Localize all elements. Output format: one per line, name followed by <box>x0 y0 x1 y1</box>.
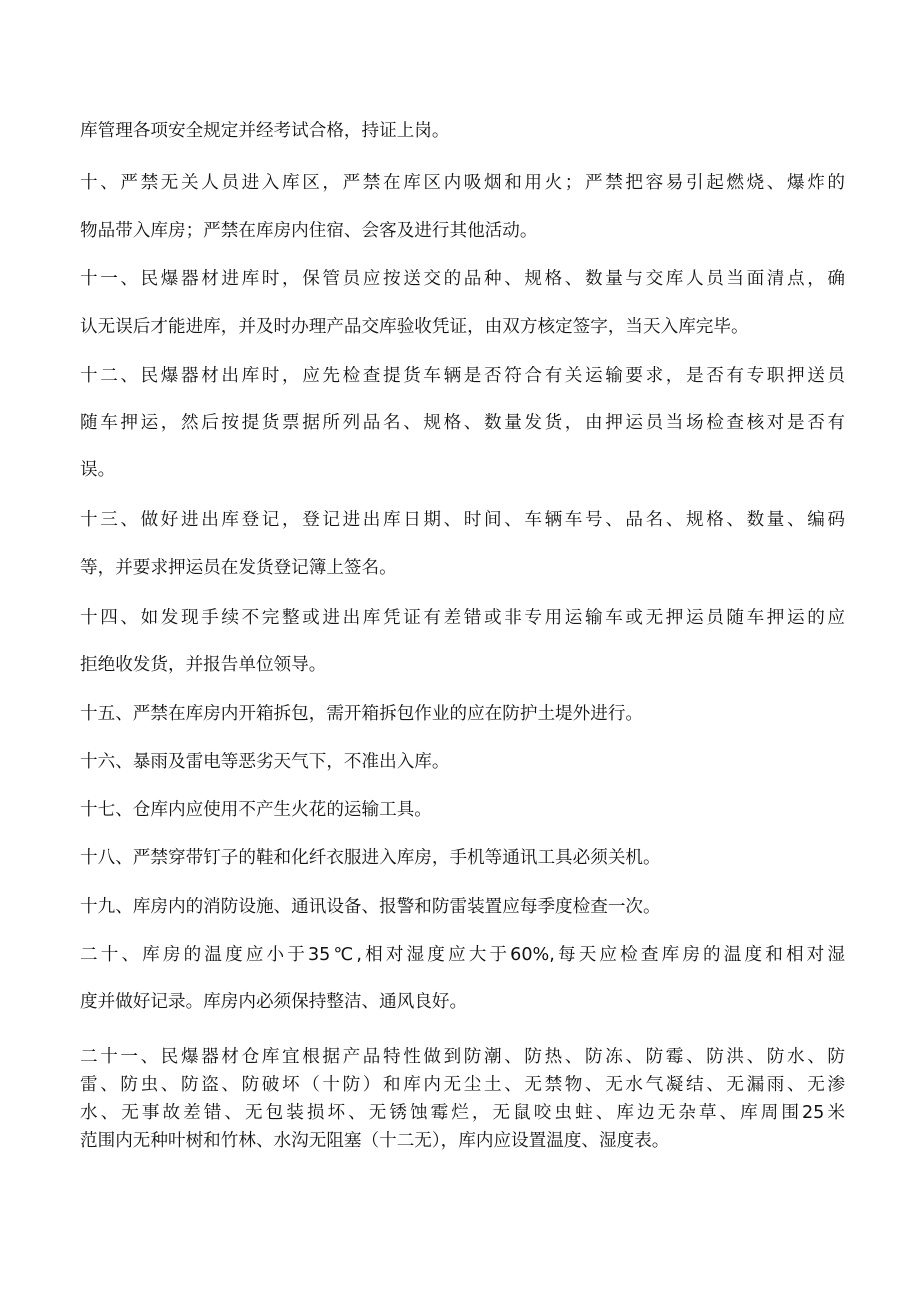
text-line: 物品带入库房；严禁在库房内住宿、会客及进行其他活动。 <box>80 221 538 241</box>
text-line: 十四、如发现手续不完整或进出库凭证有差错或非专用运输车或无押运员随车押运的应 <box>80 608 845 628</box>
text-line: 二十一、民爆器材仓库宜根据产品特性做到防潮、防热、防冻、防霉、防洪、防水、防 <box>80 1047 845 1067</box>
text-line: 雷、防虫、防盗、防破坏（十防）和库内无尘土、无禁物、无水气凝结、无漏雨、无渗 <box>80 1075 845 1095</box>
text-line: 二十、库房的温度应小于35℃,相对湿度应大于60%,每天应检查库房的温度和相对湿 <box>80 945 845 965</box>
text-line: 十九、库房内的消防设施、通讯设备、报警和防雷装置应每季度检查一次。 <box>80 897 661 917</box>
text-line: 范围内无种叶树和竹林、水沟无阻塞（十二无），库内应设置温度、湿度表。 <box>80 1131 670 1151</box>
text-line: 十三、做好进出库登记，登记进出库日期、时间、车辆车号、品名、规格、数量、编码 <box>80 510 845 530</box>
text-line: 十二、民爆器材出库时，应先检查提货车辆是否符合有关运输要求，是否有专职押送员 <box>80 366 845 386</box>
text-line: 十一、民爆器材进库时，保管员应按送交的品种、规格、数量与交库人员当面清点，确 <box>80 269 845 289</box>
text-line: 随车押运，然后按提货票据所列品名、规格、数量发货，由押运员当场检查核对是否有 <box>80 413 845 433</box>
text-line: 十七、仓库内应使用不产生火花的运输工具。 <box>80 800 432 820</box>
text-line: 拒绝收发货，并报告单位领导。 <box>80 655 327 675</box>
text-line: 十六、暴雨及雷电等恶劣天气下，不准出入库。 <box>80 752 450 772</box>
text-line: 十八、严禁穿带钉子的鞋和化纤衣服进入库房，手机等通讯工具必须关机。 <box>80 848 661 868</box>
text-line: 十、严禁无关人员进入库区，严禁在库区内吸烟和用火；严禁把容易引起燃烧、爆炸的 <box>80 173 845 193</box>
text-line: 度并做好记录。库房内必须保持整洁、通风良好。 <box>80 992 468 1012</box>
text-line: 误。 <box>80 460 116 480</box>
text-line: 等，并要求押运员在发货登记簿上签名。 <box>80 558 397 578</box>
text-line: 认无误后才能进库，并及时办理产品交库验收凭证，由双方核定签字，当天入库完毕。 <box>80 317 749 337</box>
text-line: 水、无事故差错、无包装损坏、无锈蚀霉烂，无鼠咬虫蛀、库边无杂草、库周围25米 <box>80 1103 845 1123</box>
text-line: 库管理各项安全规定并经考试合格，持证上岗。 <box>80 121 450 141</box>
text-line: 十五、严禁在库房内开箱拆包，需开箱拆包作业的应在防护土堤外进行。 <box>80 704 644 724</box>
